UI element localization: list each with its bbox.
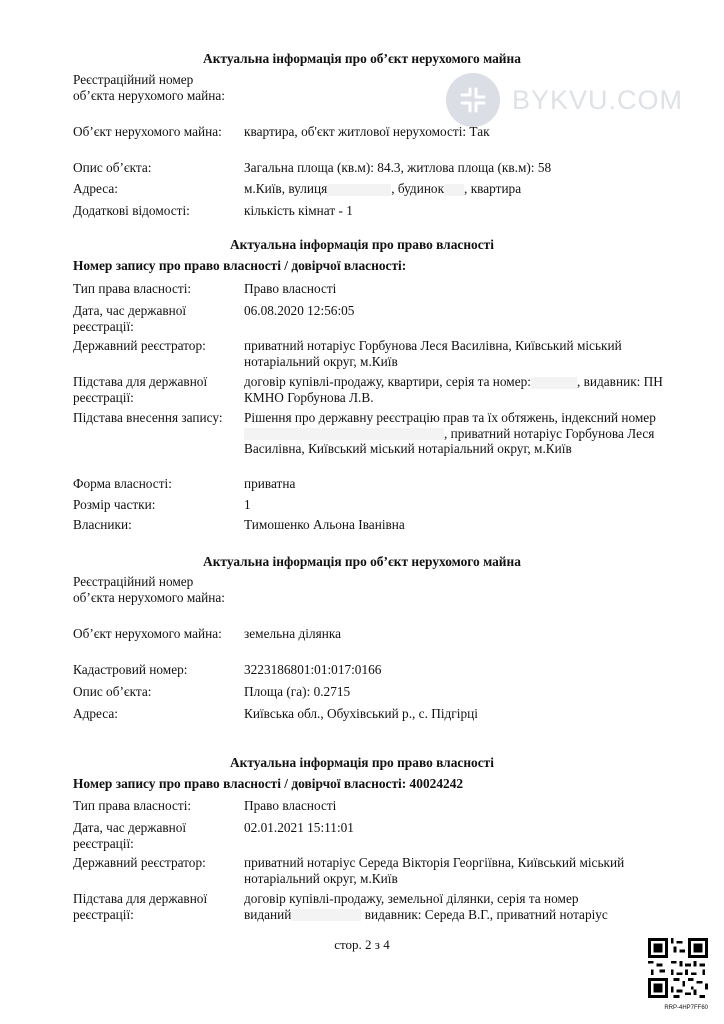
watermark bbox=[446, 69, 686, 131]
registrar-label: Державний реєстратор: bbox=[73, 338, 206, 353]
registration-basis-label: Підстава для державної реєстрації: bbox=[73, 891, 208, 922]
address-label: Адреса: bbox=[73, 181, 118, 196]
registration-basis-label: Підстава для державної реєстрації: bbox=[73, 374, 208, 405]
reg-number-label: Реєстраційний номер об’єкта нерухомого майна: bbox=[73, 72, 225, 103]
description-value: Загальна площа (кв.м): 84.3, житлова площа (кв.м): 58 bbox=[244, 160, 552, 175]
owners-label: Власники: bbox=[73, 517, 132, 532]
cadastral-number-value: 3223186801:01:017:0166 bbox=[244, 662, 382, 677]
section-title: Актуальна інформація про об’єкт нерухомого майна bbox=[203, 51, 521, 66]
ownership-form-value: приватна bbox=[244, 476, 296, 491]
ownership-type-value: Право власності bbox=[244, 281, 337, 296]
qr-code-id: RRP-4HP7FF60 bbox=[664, 1005, 708, 1011]
section-title: Актуальна інформація про право власності bbox=[230, 237, 494, 252]
registration-basis-value bbox=[244, 891, 674, 922]
address-value bbox=[244, 181, 674, 197]
description-value: Площа (га): 0.2715 bbox=[244, 684, 351, 699]
extra-info-label: Додаткові відомості: bbox=[73, 203, 190, 218]
record-number-heading: Номер запису про право власності / довірчої власності: bbox=[73, 258, 407, 273]
address-part-city: м.Київ, вулиця bbox=[244, 181, 328, 196]
address-label: Адреса: bbox=[73, 706, 118, 721]
owners-value: Тимошенко Альона Іванівна bbox=[244, 517, 405, 532]
description-label: Опис об’єкта: bbox=[73, 684, 152, 699]
qr-code-icon bbox=[648, 938, 708, 998]
basis-part-b: виданий bbox=[244, 906, 292, 922]
ownership-form-label: Форма власності: bbox=[73, 476, 172, 491]
share-size-value: 1 bbox=[244, 497, 251, 512]
registration-basis-value bbox=[244, 374, 674, 405]
section-title: Актуальна інформація про право власності bbox=[230, 755, 494, 770]
cadastral-number-label: Кадастровий номер: bbox=[73, 662, 188, 677]
registration-date-value: 02.01.2021 15:11:01 bbox=[244, 820, 354, 835]
registration-date-label: Дата, час державної реєстрації: bbox=[73, 820, 187, 851]
page-number: стор. 2 з 4 bbox=[334, 937, 390, 952]
basis-part-a: договір купівлі-продажу, квартири, серія та номер: bbox=[244, 374, 531, 389]
registration-date-label: Дата, час державної реєстрації: bbox=[73, 303, 187, 334]
watermark-text: BYKVU.COM bbox=[512, 84, 684, 115]
address-part-building: , будинок bbox=[391, 181, 445, 196]
share-size-label: Розмір частки: bbox=[73, 497, 156, 512]
extra-info-value: кількість кімнат - 1 bbox=[244, 203, 353, 218]
ownership-type-label: Тип права власності: bbox=[73, 281, 192, 296]
object-label: Об’єкт нерухомого майна: bbox=[73, 626, 222, 641]
basis-part-b: , видавник: ПН КМНО Горбунова Л.В. bbox=[244, 374, 663, 405]
object-value: земельна ділянка bbox=[244, 626, 341, 641]
registrar-value: приватний нотаріус Горбунова Леся Василівна, Київський міський нотаріальний округ, м.Київ bbox=[244, 338, 622, 369]
section-title: Актуальна інформація про об’єкт нерухомого майна bbox=[203, 554, 521, 569]
registrar-label: Державний реєстратор: bbox=[73, 855, 206, 870]
ownership-type-label: Тип права власності: bbox=[73, 798, 192, 813]
entry-basis-value bbox=[244, 410, 674, 457]
address-part-apartment: , квартира bbox=[464, 181, 522, 196]
basis-part-a: договір купівлі-продажу, земельної ділянки, серія та номер bbox=[244, 891, 579, 906]
entry-part-b: , приватний нотаріус Горбунова Леся Василівна, Київський міський нотаріальний округ, м.Київ bbox=[244, 425, 655, 456]
watermark-logo-icon bbox=[446, 73, 500, 127]
entry-part-a: Рішення про державну реєстрацію прав та їх обтяжень, індексний номер bbox=[244, 410, 656, 425]
entry-basis-label: Підстава внесення запису: bbox=[73, 410, 223, 425]
object-value: квартира, об'єкт житлової нерухомості: Так bbox=[244, 124, 490, 139]
registration-date-value: 06.08.2020 12:56:05 bbox=[244, 303, 355, 318]
record-number-heading: Номер запису про право власності / довірчої власності: 40024242 bbox=[73, 776, 464, 791]
basis-part-c: видавник: Середа В.Г., приватний нотаріус bbox=[364, 906, 608, 922]
address-value: Київська обл., Обухівський р., с. Підгірці bbox=[244, 706, 478, 721]
description-label: Опис об’єкта: bbox=[73, 160, 152, 175]
object-label: Об’єкт нерухомого майна: bbox=[73, 124, 222, 139]
reg-number-label: Реєстраційний номер об’єкта нерухомого майна: bbox=[73, 574, 225, 605]
ownership-type-value: Право власності bbox=[244, 798, 337, 813]
registrar-value: приватний нотаріус Середа Вікторія Георгіївна, Київський міський нотаріальний округ, м.Київ bbox=[244, 855, 625, 886]
